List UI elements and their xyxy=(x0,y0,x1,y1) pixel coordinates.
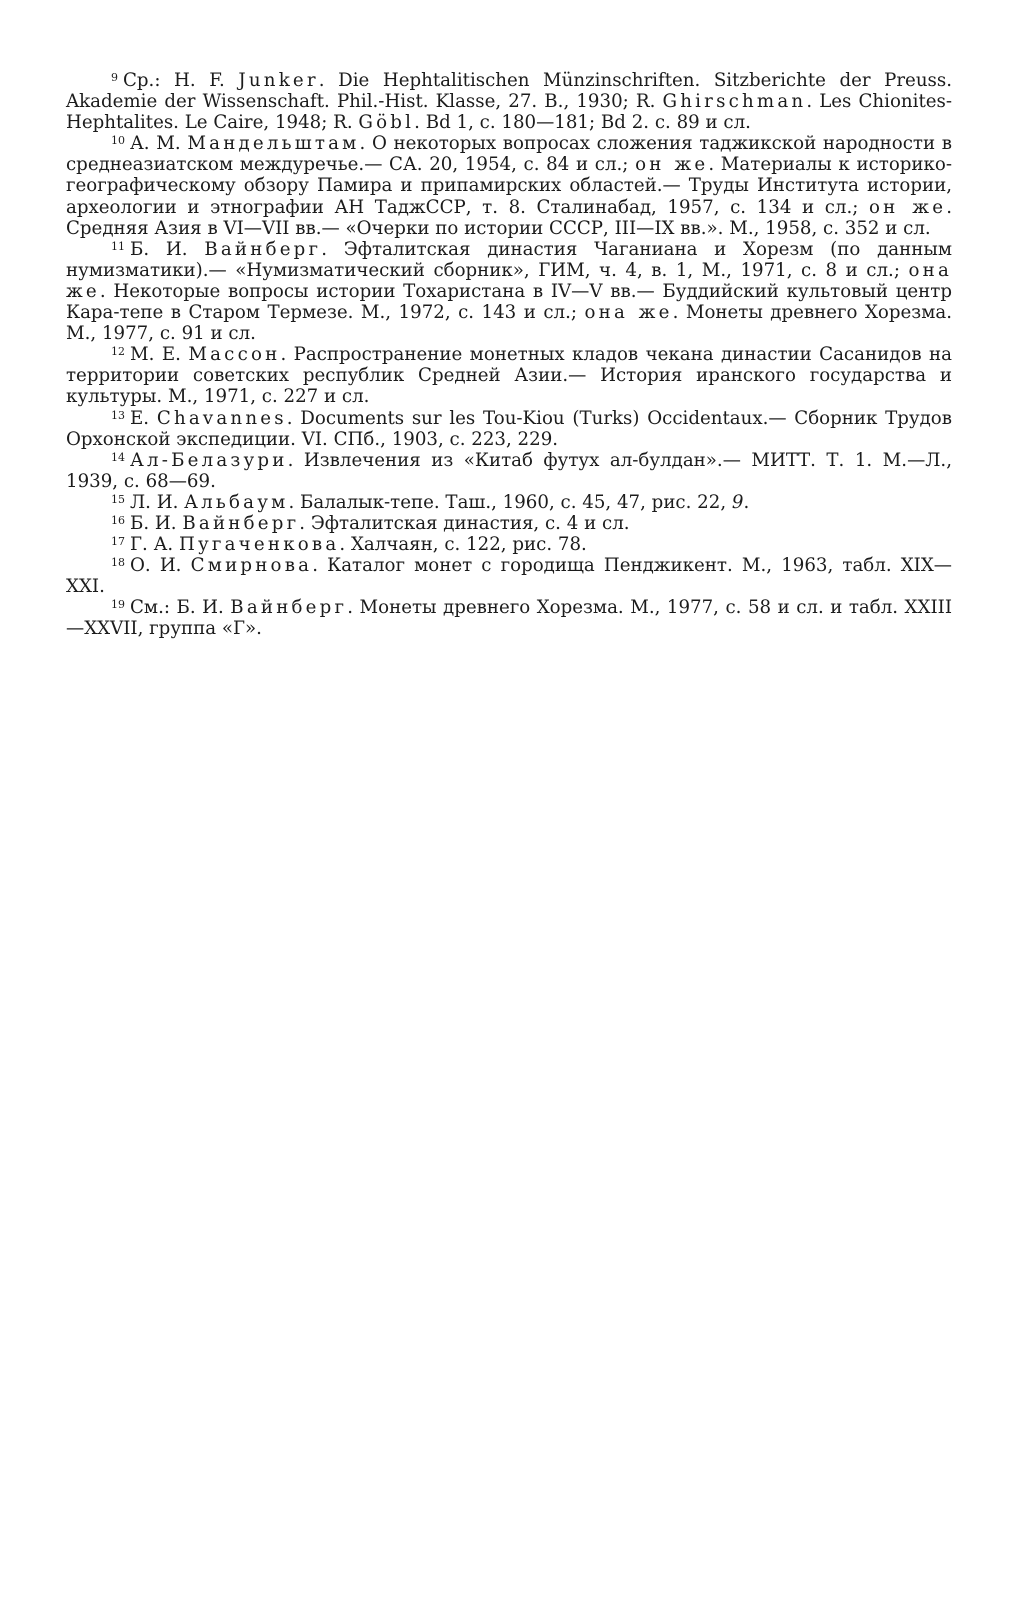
footnote-text: . Материалы к историко-географическому обзору Памира и припамирских областей.— Труды Института истории, археологии и этнографии АН ТаджССР, т. 8. Сталинабад, 1957, с. 134 и сл.; xyxy=(66,154,952,218)
footnote-text: . Les Chionites-Hephtalites. Le Caire, 1948; R. xyxy=(66,91,952,134)
footnote-13 xyxy=(66,408,952,450)
footnote-text: . О некоторых вопросах сложения таджикской народности в среднеазиатском междуречье.— СА. 20, 1954, с. 84 и сл.; xyxy=(66,133,952,176)
author-name: Массон xyxy=(188,344,281,366)
author-name: Пугаченкова xyxy=(178,534,340,556)
footnote-text: . Монеты древнего Хорезма. М., 1977, с. 58 и сл. и табл. XXIII—XXVII, группа «Г». xyxy=(66,597,953,640)
author-name: она же xyxy=(66,259,952,302)
footnote-text: Г. А. xyxy=(130,534,179,556)
footnote-number: 16 xyxy=(111,513,125,527)
footnote-text: . Монеты древнего Хорезма. М., 1977, с. 91 и сл. xyxy=(66,302,952,345)
footnote-text: . Эфталитская династия Чаганиана и Хорезм (по данным нумизматики).— «Нумизматический сборник», ГИМ, ч. 4, в. 1, М., 1971, с. 8 и сл.; xyxy=(66,238,953,281)
footnote-text: . Распространение монетных кладов чекана династии Сасанидов на территории советских республик Средней Азии.— История иранского государства и культуры. М., 1971, с. 227 и сл. xyxy=(66,344,952,408)
footnote-number: 11 xyxy=(111,239,125,253)
author-name: Вайнберг xyxy=(230,597,348,619)
author-name: Chavannes xyxy=(156,407,287,429)
footnote-16 xyxy=(66,513,952,534)
footnote-text: . Извлечения из «Китаб футух ал-булдан».— МИТТ. Т. 1. М.—Л., 1939, с. 68—69. xyxy=(66,449,952,492)
footnote-15 xyxy=(66,492,952,513)
footnote-text: . Каталог монет с городища Пенджикент. М., 1963, табл. XIX—XXI. xyxy=(66,555,952,598)
figure-number: 9 xyxy=(731,491,744,513)
footnote-number: 15 xyxy=(111,492,125,506)
footnote-text: Б. И. xyxy=(130,238,205,260)
footnote-number: 14 xyxy=(111,450,125,464)
footnote-text: Б. И. xyxy=(130,512,183,534)
author-name: Вайнберг xyxy=(204,238,322,260)
footnote-number: 13 xyxy=(111,408,125,422)
footnote-text: О. И. xyxy=(130,555,191,577)
footnote-text: . Эфталитская династия, с. 4 и сл. xyxy=(299,512,630,534)
author-name: он же xyxy=(635,154,709,176)
author-name: Ghirschman xyxy=(662,91,807,113)
footnote-number: 12 xyxy=(111,345,125,359)
author-name: он же xyxy=(869,196,947,218)
footnote-number: 17 xyxy=(111,535,125,549)
author-name: она же xyxy=(584,302,673,324)
footnote-text: . Халчаян, с. 122, рис. 78. xyxy=(339,534,587,556)
footnotes-page xyxy=(66,70,952,640)
footnote-text: А. М. xyxy=(130,133,188,155)
footnote-14 xyxy=(66,450,952,492)
footnote-10 xyxy=(66,133,952,238)
author-name: Вайнберг xyxy=(182,512,300,534)
footnote-text: Е. xyxy=(130,407,157,429)
footnote-text: . xyxy=(743,491,750,513)
footnote-list xyxy=(66,70,952,640)
footnote-12 xyxy=(66,344,952,407)
footnote-17 xyxy=(66,534,952,555)
footnote-number: 19 xyxy=(111,598,125,612)
footnote-text: См.: Б. И. xyxy=(130,597,231,619)
author-name: Göbl xyxy=(358,112,415,134)
author-name: Мандельштам xyxy=(187,133,360,155)
footnote-18 xyxy=(66,555,952,597)
footnote-text: М. Е. xyxy=(130,344,189,366)
author-name: Junker xyxy=(238,70,319,91)
footnote-number: 10 xyxy=(111,134,125,148)
footnote-text: . Балалык-тепе. Таш., 1960, с. 45, 47, рис. 22, xyxy=(288,491,732,513)
footnote-text: . Die Hephtalitischen Münzinschriften. Sitzberichte der Preuss. Akademie der Wissenschaft. Phil.-Hist. Klasse, 27. В., 1930; R. xyxy=(66,70,952,113)
footnote-text: . Documents sur les Tou-Kiou (Turks) Occidentaux.— Сборник Трудов Орхонской экспедиции. VI. СПб., 1903, с. 223, 229. xyxy=(66,407,953,450)
author-name: Альбаум xyxy=(184,491,289,513)
footnote-number: 18 xyxy=(111,556,125,570)
author-name: Ал-Белазури xyxy=(130,449,288,471)
footnote-text: Ср.: Н. F. xyxy=(123,70,239,91)
footnote-19 xyxy=(66,597,952,639)
footnote-number: 9 xyxy=(111,71,118,84)
footnote-9 xyxy=(66,70,952,133)
footnote-11 xyxy=(66,239,952,344)
footnote-text: Л. И. xyxy=(130,491,185,513)
footnote-text: . Средняя Азия в VI—VII вв.— «Очерки по истории СССР, III—IX вв.». М., 1958, с. 352 и сл. xyxy=(66,196,952,239)
footnote-text: . Некоторые вопросы истории Тохаристана в IV—V вв.— Буддийский культовый центр Кара-тепе в Старом Термезе. М., 1972, с. 143 и сл.; xyxy=(66,280,952,324)
footnote-text: . Bd 1, c. 180—181; Bd 2. c. 89 и сл. xyxy=(414,112,751,134)
author-name: Смирнова xyxy=(190,555,313,577)
